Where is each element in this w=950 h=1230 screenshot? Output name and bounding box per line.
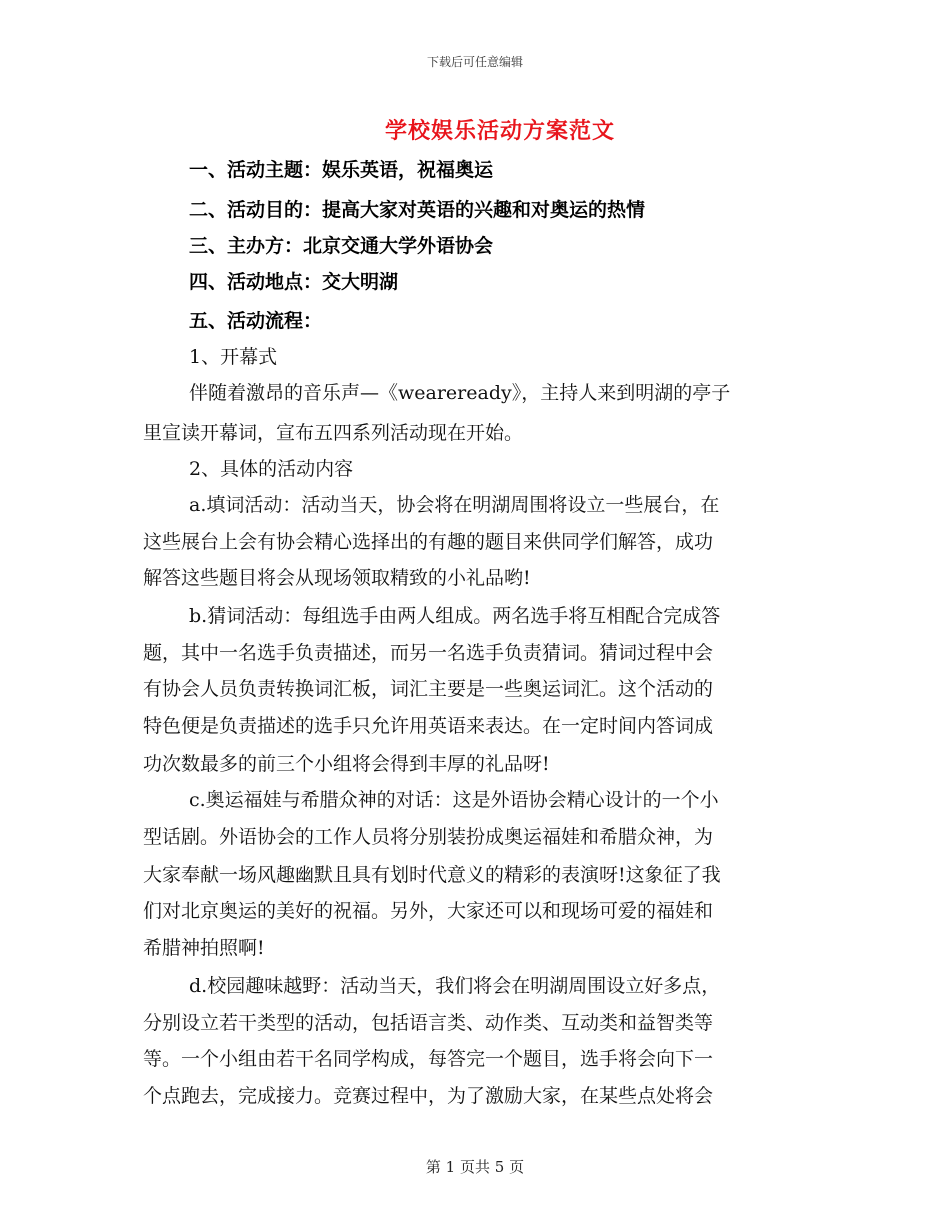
- paragraph-line: 型话剧。外语协会的工作人员将分别装扮成奥运福娃和希腊众神，为: [143, 826, 714, 848]
- header-note: 下载后可任意编辑: [426, 55, 523, 69]
- heading-theme: 一、活动主题：娱乐英语，祝福奥运: [189, 159, 494, 181]
- heading-process: 五、活动流程：: [189, 310, 323, 332]
- paragraph-line: a.填词活动：活动当天，协会将在明湖周围将设立一些展台，在: [189, 494, 720, 516]
- paragraph-line: d.校园趣味越野：活动当天，我们将会在明湖周围设立好多点，: [189, 975, 721, 997]
- document-title: 学校娱乐活动方案范文: [384, 118, 615, 144]
- paragraph-line: 伴随着激昂的音乐声—《weareready》，主持人来到明湖的亭子: [189, 382, 731, 404]
- heading-organizer: 三、主办方：北京交通大学外语协会: [189, 235, 494, 257]
- subheading-activities: 2、具体的活动内容: [189, 458, 354, 480]
- paragraph-line: 解答这些题目将会从现场领取精致的小礼品哟!: [143, 567, 531, 589]
- paragraph-line: b.猜词活动：每组选手由两人组成。两名选手将互相配合完成答: [189, 605, 721, 627]
- paragraph-line: 希腊神拍照啊!: [143, 937, 265, 959]
- paragraph-line: 里宣读开幕词，宣布五四系列活动现在开始。: [143, 422, 524, 444]
- paragraph-line: 大家奉献一场风趣幽默且具有划时代意义的精彩的表演呀!这象征了我: [143, 864, 721, 886]
- paragraph-line: 特色便是负责描述的选手只允许用英语来表达。在一定时间内答词成: [143, 715, 714, 737]
- page-number-footer: 第 1 页共 5 页: [425, 1158, 525, 1176]
- heading-location: 四、活动地点：交大明湖: [189, 271, 399, 293]
- paragraph-line: 功次数最多的前三个小组将会得到丰厚的礼品呀!: [143, 753, 550, 775]
- subheading-opening: 1、开幕式: [189, 346, 278, 368]
- paragraph-line: 题，其中一名选手负责描述，而另一名选手负责猜词。猜词过程中会: [143, 642, 714, 664]
- paragraph-line: c.奥运福娃与希腊众神的对话：这是外语协会精心设计的一个小: [189, 789, 719, 811]
- paragraph-line: 这些展台上会有协会精心选择出的有趣的题目来供同学们解答，成功: [143, 531, 714, 553]
- paragraph-line: 有协会人员负责转换词汇板，词汇主要是一些奥运词汇。这个活动的: [143, 678, 714, 700]
- paragraph-line: 们对北京奥运的美好的祝福。另外，大家还可以和现场可爱的福娃和: [143, 900, 714, 922]
- paragraph-line: 分别设立若干类型的活动，包括语言类、动作类、互动类和益智类等: [143, 1012, 714, 1034]
- paragraph-line: 等。一个小组由若干名同学构成，每答完一个题目，选手将会向下一: [143, 1048, 714, 1070]
- heading-purpose: 二、活动目的：提高大家对英语的兴趣和对奥运的热情: [189, 199, 646, 221]
- paragraph-line: 个点跑去，完成接力。竞赛过程中，为了激励大家，在某些点处将会: [143, 1085, 714, 1107]
